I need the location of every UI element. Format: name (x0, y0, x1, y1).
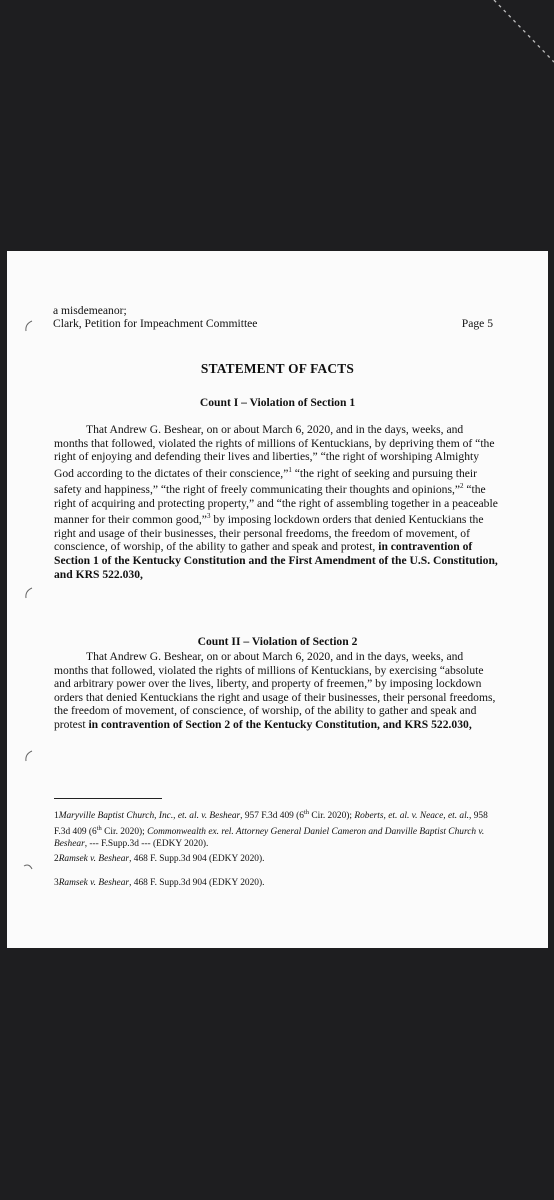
section-title: STATEMENT OF FACTS (200, 361, 355, 376)
count-1-heading: Count I – Violation of Section 1 (199, 396, 356, 409)
footnote-ref-1: 1 (288, 465, 292, 474)
running-header: Clark, Petition for Impeachment Committee (53, 317, 258, 330)
scan-mark-icon (23, 861, 33, 873)
count-2-paragraph: That Andrew G. Beshear, on or about March 6, 2020, and in the days, weeks, and months that followed, violated the rights of millions of Kentuckians, by exercising “absolute and arbitrary power over the lives, liberty, and property of freemen,” by imposing lockdown orders that denied Kentuckians the right and usage of their businesses, their personal freedoms, the freedom of movement, of conscience, of worship, of the ability to gather and speak and protest in contravention of Section 2 of the Kentucky Constitution, and KRS 522.030, (54, 650, 496, 731)
dotted-crop-line (484, 0, 554, 70)
top-line-fragment: a misdemeanor; (53, 304, 127, 317)
document-page (7, 251, 548, 948)
footnote-ref-2: 2 (460, 482, 464, 491)
count-2-heading: Count II – Violation of Section 2 (197, 635, 358, 648)
page-number: Page 5 (461, 317, 493, 330)
footnote-ref-3: 3 (206, 512, 211, 521)
scan-mark-icon (23, 587, 33, 599)
count-1-paragraph: That Andrew G. Beshear, on or about March 6, 2020, and in the days, weeks, and months that followed, violated the rights of millions of Kentuckians, by depriving them of “the right of enjoying and defending their lives and liberties,” “the right of worshiping Almighty God according to the dictates of their conscience,”$^1$ “the right of seeking and pursuing their safety and happiness,” “the right of freely communicating their thoughts and opinions,”$^2$ “the right of acquiring and protecting property,” and “the right of assembling together in a peaceable manner for their common good,”$^3$ by imposing lockdown orders that denied Kentuckians the right and usage of their businesses, their personal freedoms, the freedom of movement, of conscience, of worship, of the ability to gather and speak and protest, in contravention of Section 1 of the Kentucky Constitution and the First Amendment of the U.S. Constitution, and KRS 522.030, (54, 423, 498, 581)
scan-mark-icon (23, 320, 33, 332)
footnote-3: 3Ramsek v. Beshear, 468 F. Supp.3d 904 (EDKY 2020). (54, 878, 265, 888)
count-2-legal-basis: in contravention of Section 2 of the Kentucky Constitution, and KRS 522.030, (88, 717, 472, 731)
scan-mark-icon (23, 750, 33, 762)
footnote-1: 1Maryville Baptist Church, Inc., et. al. v. Beshear, 957 F.3d 409 (6th Cir. 2020); Roberts, et. al. v. Neace, et. al., 958 F.3d 409 (6th Cir. 2020); Commonwealth ex. rel. Attorney General Daniel Cameron and Danville Baptist Church v. Beshear, --- F.Supp.3d --- (EDKY 2020). (54, 809, 488, 850)
footnote-separator (54, 798, 162, 799)
footnote-2: 2Ramsek v. Beshear, 468 F. Supp.3d 904 (EDKY 2020). (54, 854, 265, 864)
count-1-legal-basis: in contravention of Section 1 of the Kentucky Constitution and the First Amendment of the U.S. Constitution, and KRS 522.030, (54, 540, 498, 581)
